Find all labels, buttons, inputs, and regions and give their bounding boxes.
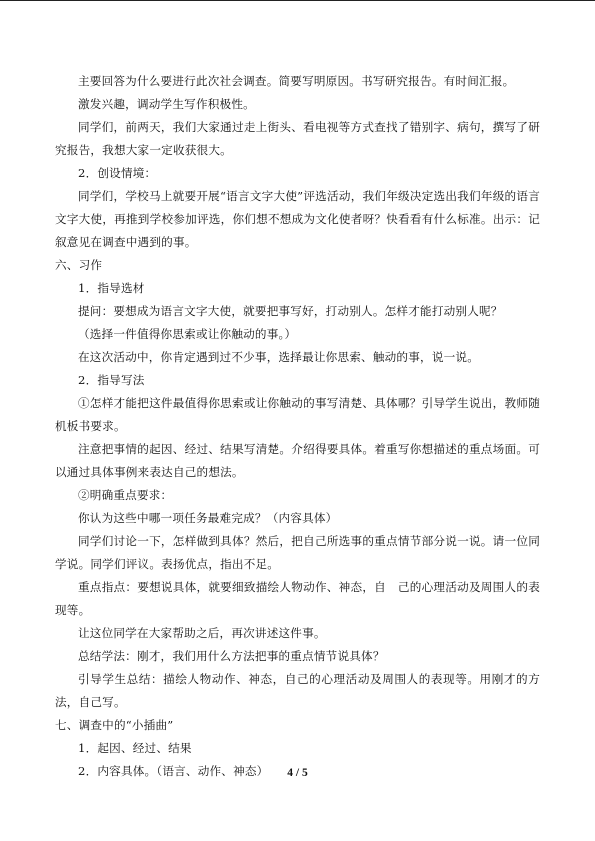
paragraph: 同学们讨论一下，怎样做到具体？然后，把自己所选事的重点情节部分说一说。请一位同学说。同学们评议。表扬优点，指出不足。 — [55, 534, 540, 571]
paragraph: （选择一件值得你思索或让你触动的事。） — [78, 327, 297, 341]
paragraph: 激发兴趣，调动学生写作积极性。 — [78, 97, 255, 111]
paragraph: 同学们，学校马上就要开展“语言文字大使”评选活动，我们年级决定选出我们年级的语言文字大使，再推到学校参加评选，你们想不想成为文化使者呀？快看看有什么标准。出示：记叙意见在调查中遇到的事。 — [55, 189, 540, 249]
paragraph: 2．指导写法 — [78, 373, 145, 387]
paragraph: 2．内容具体。（语言、动作、神态） — [78, 764, 269, 778]
paragraph: 注意把事情的起因、经过、结果写清楚。介绍得要具体。着重写你想描述的重点场面。可以通过具体事例来表达自己的想法。 — [55, 442, 540, 479]
document-body — [55, 70, 540, 783]
paragraph: 主要回答为什么要进行此次社会调查。简要写明原因。书写研究报告。有时间汇报。 — [78, 74, 515, 88]
paragraph: 提问：要想成为语言文字大使，就要把事写好，打动别人。怎样才能打动别人呢？ — [78, 304, 503, 318]
paragraph: 同学们，前两天，我们大家通过走上街头、看电视等方式查找了错别字、病句，撰写了研究报告，我想大家一定收获很大。 — [55, 120, 540, 157]
paragraph: ②明确重点要求： — [78, 488, 173, 502]
paragraph: 总结学法：刚才，我们用什么方法把事的重点情节说具体？ — [78, 649, 385, 663]
paragraph: 六、习作 — [55, 258, 103, 272]
page-top-rule — [0, 0, 595, 1]
paragraph: 1．指导选材 — [78, 281, 145, 295]
paragraph: 在这次活动中，你肯定遇到过不少事，选择最让你思索、触动的事，说一说。 — [78, 350, 479, 364]
paragraph: 2．创设情境： — [78, 166, 157, 180]
paragraph: 七、调查中的“小插曲” — [55, 718, 174, 732]
paragraph: 让这位同学在大家帮助之后，再次讲述这件事。 — [78, 626, 326, 640]
page-number: 4 / 5 — [287, 767, 308, 779]
paragraph: 1．起因、经过、结果 — [78, 741, 192, 755]
paragraph: 引导学生总结：描绘人物动作、神态，自己的心理活动及周围人的表现等。用刚才的方法，自己写。 — [55, 672, 540, 709]
paragraph: ①怎样才能把这件最值得你思索或让你触动的事写清楚、具体哪？引导学生说出，教师随机板书要求。 — [55, 396, 540, 433]
paragraph: 重点指点：要想说具体，就要细致描绘人物动作、神态，自 己的心理活动及周围人的表现等。 — [55, 580, 540, 617]
paragraph: 你认为这些中哪一项任务最难完成？（内容具体） — [78, 511, 338, 525]
